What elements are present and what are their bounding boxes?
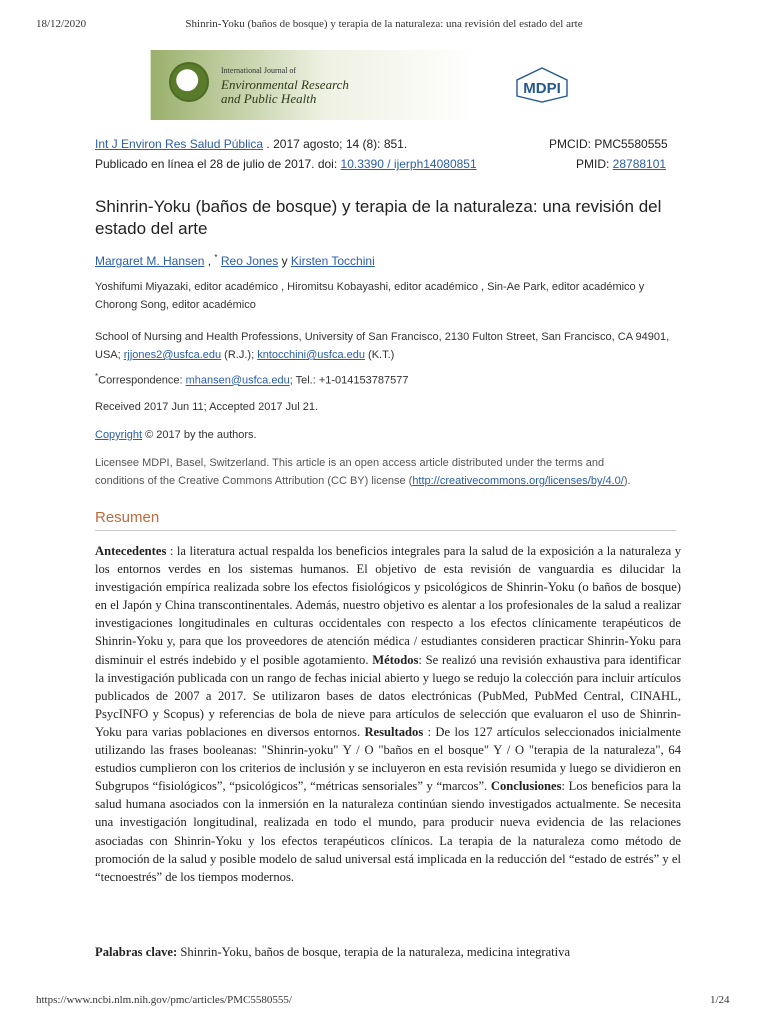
copyright-text: © 2017 by the authors. xyxy=(142,429,257,441)
journal-banner[interactable] xyxy=(150,50,583,120)
copyright xyxy=(95,426,257,444)
author-separator: , xyxy=(204,254,215,268)
correspondence-email-link[interactable]: mhansen@usfca.edu xyxy=(185,374,290,387)
license-text: Licensee MDPI, Basel, Switzerland. This article is an open access article distributed under the terms and conditions of the Creative Commons Attribution (CC BY) license ( xyxy=(95,457,605,487)
abstract-heading: Resumen xyxy=(95,509,160,526)
pmid-link[interactable]: 28788101 xyxy=(612,157,667,171)
email-suffix-jones: (R.J.); xyxy=(221,349,258,361)
correspondence-label: Correspondence: xyxy=(98,374,186,387)
copyright-link[interactable]: Copyright xyxy=(95,429,143,441)
journal-name xyxy=(221,64,349,106)
email-suffix-tocchini: (K.T.) xyxy=(364,349,395,361)
author-link-hansen[interactable]: Margaret M. Hansen xyxy=(95,254,205,268)
author-link-jones[interactable]: Reo Jones xyxy=(220,254,279,268)
mdpi-logo-text: MDPI xyxy=(523,80,561,97)
keywords-text: Shinrin-Yoku, baños de bosque, terapia de la naturaleza, medicina integrativa xyxy=(177,945,571,959)
abstract-results-text: : De los 127 artículos seleccionados inicialmente utilizando las frases booleanas: "Shinrin-yoku" Y / O "baños en el bosque" Y / O "terapia de la naturaleza", 64 estudios cumplieron con los criterios de inclusión y se incluyeron en esta revisión resumida y luego se dividieron en Subgrupos “fisiológicos”, “psicológicos”, “métricas sensoriales” y “marcos”. xyxy=(95,724,681,794)
abstract-label-results: Resultados xyxy=(364,724,424,739)
journal-link[interactable]: Int J Environ Res Salud Pública xyxy=(95,137,264,151)
keywords-label: Palabras clave: xyxy=(95,945,178,959)
journal-name-line3: and Public Health xyxy=(221,91,317,106)
correspondence-phone: ; Tel.: +1-014153787577 xyxy=(289,374,409,387)
published-date: Publicado en línea el 28 de julio de 2017. doi: xyxy=(95,157,341,171)
pmid xyxy=(576,157,666,171)
abstract-body xyxy=(95,542,681,886)
author-link-tocchini[interactable]: Kirsten Tocchini xyxy=(290,254,375,268)
mdpi-logo xyxy=(513,66,571,104)
affiliation-text: School of Nursing and Health Professions, University of San Francisco, 2130 Fulton Street, San Francisco, CA 94901, USA; xyxy=(95,331,670,361)
license-end: ). xyxy=(623,475,631,487)
abstract-conclusions-text: : Los beneficios para la salud humana asociados con la inmersión en la naturaleza continúan siendo investigados actualmente. Se necesita una investigación longitudinal, realizada en todo el mundo, para producir nueva evidencia de las relaciones asociadas con Shinrin-Yoku y los efectos terapéuticos clínicos. La terapia de la naturaleza como método de promoción de la salud y posible modelo de salud universal está implicada en la reducción del “estado de estrés” y el “tecnoestrés” de los tiempos modernos. xyxy=(95,779,681,884)
corresponding-marker: * xyxy=(214,253,218,262)
correspondence-marker: * xyxy=(95,372,99,381)
abstract-label-methods: Métodos xyxy=(372,652,419,667)
license xyxy=(95,454,655,490)
print-date: 18/12/2020 xyxy=(36,18,87,30)
print-page-number: 1/24 xyxy=(710,994,730,1006)
citation-line1 xyxy=(95,137,407,151)
print-url: https://www.ncbi.nlm.nih.gov/pmc/articles/PMC5580555/ xyxy=(36,994,292,1006)
article-title: Shinrin-Yoku (baños de bosque) y terapia de la naturaleza: una revisión del estado del arte xyxy=(95,197,662,238)
abstract-label-background: Antecedentes xyxy=(95,544,167,558)
abstract-methods-text: : Se realizó una revisión exhaustiva para identificar la investigación publicada con un rango de fechas inicial abierto y luego se redujo la colección para incluir artículos publicados de 2007 a 2017. Se utilizaron bases de datos electrónicas (PubMed, PubMed Central, CINAHL, PsycINFO y Scopus) y referencias de bola de nieve para artículos de selección que evaluaron el uso de Shinrin-Yoku para varias poblaciones en diversos entornos. xyxy=(95,652,681,739)
abstract-divider xyxy=(95,530,676,531)
citation-line2 xyxy=(95,157,477,171)
affiliation xyxy=(95,328,685,364)
email-link-jones[interactable]: rjjones2@usfca.edu xyxy=(123,349,222,361)
author-separator-and: y xyxy=(278,254,291,268)
citation-issue: . 2017 agosto; 14 (8): 851. xyxy=(263,137,408,151)
email-link-tocchini[interactable]: kntocchini@usfca.edu xyxy=(257,349,365,361)
received-accepted: Received 2017 Jun 11; Accepted 2017 Jul 21. xyxy=(95,401,319,413)
correspondence xyxy=(95,368,685,390)
keywords xyxy=(95,945,681,960)
journal-name-line2: Environmental Research xyxy=(221,77,349,92)
journal-logo-icon xyxy=(169,62,209,102)
pmcid: PMCID: PMC5580555 xyxy=(549,137,668,151)
abstract-background-text: : la literatura actual respalda los beneficios integrales para la salud de la exposición a la naturaleza y los entornos verdes en los sistemas humanos. El objetivo de esta revisión de vanguardia es dilucidar la investigación empírica realizada sobre los efectos fisiológicos y psicológicos de Shinrin-Yoku (o baños de bosque) en el Japón y China transcontinentales. Además, nuestro objetivo es alentar a los profesionales de la salud a realizar investigaciones longitudinales en culturas occidentales con respecto a los efectos clínicamente terapéuticos de Shinrin-Yoku y, para que los proveedores de atención médica / estudiantes consideren practicar Shinrin-Yoku para disminuir el estrés indebido y el posible agotamiento. xyxy=(95,544,681,667)
author-list xyxy=(95,253,375,268)
journal-name-line1: International Journal of xyxy=(221,66,297,75)
pmid-label: PMID: xyxy=(576,157,613,171)
doi-link[interactable]: 10.3390 / ijerph14080851 xyxy=(340,157,477,171)
mdpi-logo-icon xyxy=(513,66,571,104)
license-url-link[interactable]: http://creativecommons.org/licenses/by/4.0/ xyxy=(412,475,624,487)
print-page-title: Shinrin-Yoku (baños de bosque) y terapia de la naturaleza: una revisión del estado del arte xyxy=(185,18,583,30)
editors: Yoshifumi Miyazaki, editor académico , Hiromitsu Kobayashi, editor académico , Sin-Ae Park, editor académico y Chorong Song, editor académico xyxy=(95,281,645,311)
abstract-label-conclusions: Conclusiones xyxy=(490,779,562,794)
